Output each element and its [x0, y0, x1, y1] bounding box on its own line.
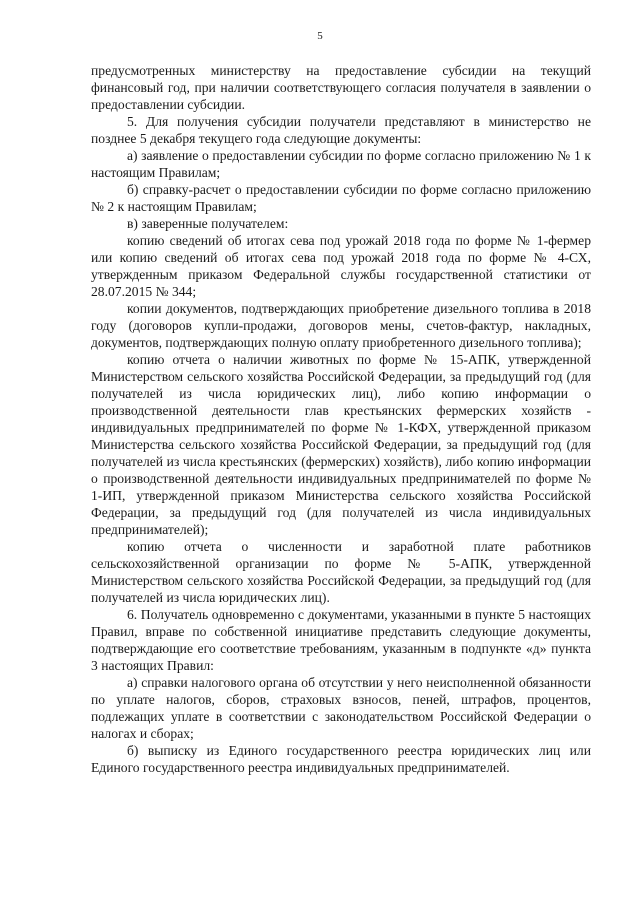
- paragraph-clause-5: 5. Для получения субсидии получатели представляют в министерство не позднее 5 декабря текущего года следующие документы:: [91, 114, 591, 146]
- paragraph-item-a: а) заявление о предоставлении субсидии по форме согласно приложению № 1 к настоящим Правилам;: [91, 148, 591, 180]
- paragraph-fuel-documents: копии документов, подтверждающих приобретение дизельного топлива в 2018 году (договоров купли-продажи, договоров мены, счетов-фактур, накладных, документов, подтверждающих полную оплату приобретенного дизельного топлива);: [91, 301, 591, 350]
- paragraph-sowing-report: копию сведений об итогах сева под урожай 2018 года по форме № 1-фермер или копию сведений об итогах сева под урожай 2018 года по форме № 4-СХ, утвержденным приказом Федеральной службы государственной статистики от 28.07.2015 № 344;: [91, 233, 591, 299]
- paragraph-item-b: б) справку-расчет о предоставлении субсидии по форме согласно приложению № 2 к настоящим Правилам;: [91, 182, 591, 214]
- paragraph-continuation: предусмотренных министерству на предоставление субсидии на текущий финансовый год, при наличии соответствующего согласия получателя в заявлении о предоставлении субсидии.: [91, 63, 591, 112]
- paragraph-item-v: в) заверенные получателем:: [127, 216, 289, 231]
- paragraph-registry-extract: б) выписку из Единого государственного реестра юридических лиц или Единого государственного реестра индивидуальных предпринимателей.: [91, 743, 591, 775]
- paragraph-clause-6: 6. Получатель одновременно с документами, указанными в пункте 5 настоящих Правил, вправе по собственной инициативе представить следующие документы, подтверждающие его соответствие требованиям, указанным в подпункте «д» пункта 3 настоящих Правил:: [91, 607, 591, 673]
- paragraph-workforce-report: копию отчета о численности и заработной плате работников сельскохозяйственной организации по форме № 5-АПК, утвержденной Министерством сельского хозяйства Российской Федерации, за предыдущий год (для получателей из числа юридических лиц).: [91, 539, 591, 605]
- page-number: 5: [317, 30, 323, 42]
- paragraph-livestock-report: копию отчета о наличии животных по форме № 15-АПК, утвержденной Министерством сельского хозяйства Российской Федерации, за предыдущий год (для получателей из числа юридических лиц), либо копию информации о производственной деятельности глав крестьянских фермерских хозяйств - индивидуальных предпринимателей по форме № 1-КФХ, утвержденной приказом Министерства сельского хозяйства Российской Федерации, за предыдущий год (для получателей из числа крестьянских (фермерских) хозяйств), либо копию информации о производственной деятельности индивидуальных предпринимателей по форме № 1-ИП, утвержденной приказом Министерства сельского хозяйства Российской Федерации, за предыдущий год (для получателей из числа индивидуальных предпринимателей);: [91, 352, 591, 537]
- paragraph-tax-certificate: а) справки налогового органа об отсутствии у него неисполненной обязанности по уплате налогов, сборов, страховых взносов, пеней, штрафов, процентов, подлежащих уплате в соответствии с законодательством Российской Федерации о налогах и сборах;: [91, 675, 591, 741]
- document-body: [91, 62, 591, 776]
